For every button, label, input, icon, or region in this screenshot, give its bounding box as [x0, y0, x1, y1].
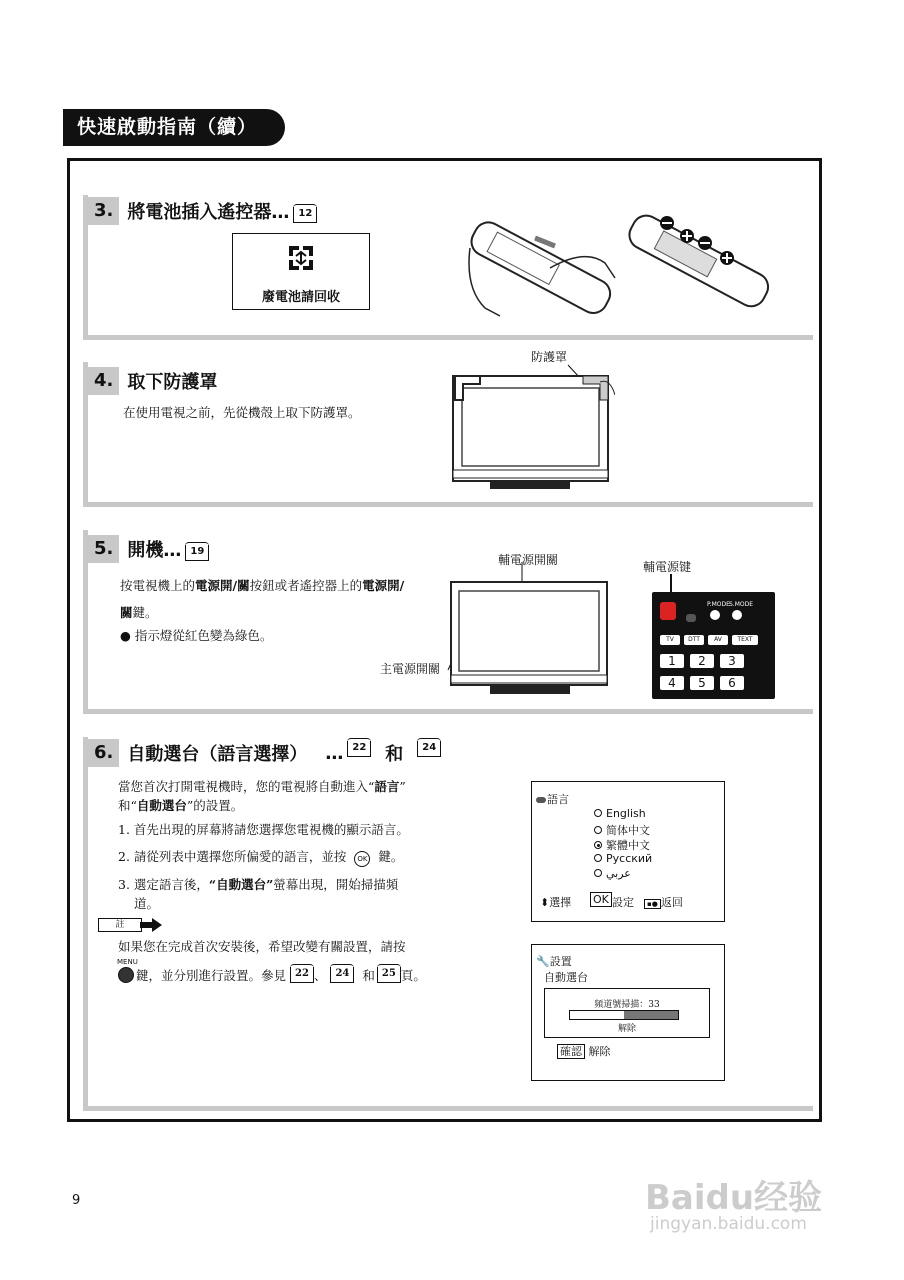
updown-icon: ⬍	[540, 896, 550, 909]
scan-panel	[544, 988, 710, 1038]
power-instruction-line2: 關鍵。	[120, 605, 158, 620]
smode-button[interactable]	[732, 610, 742, 620]
osd-language-screen	[531, 781, 725, 922]
language-option-traditional[interactable]: 繁體中文	[594, 837, 650, 853]
page-ref: 19	[185, 545, 209, 561]
step-number: 3.	[88, 197, 119, 225]
page-header-title: 快速啟動指南（續）	[63, 109, 285, 146]
section-title: 自動選台（語言選擇）	[127, 744, 308, 765]
step-number: 5.	[88, 535, 119, 563]
section-6: 6. 自動選台（語言選擇） … 22 和 24 當您首次打開電視機時，您的電視將自動進入“語言” 和“自動選台”的設置。 1. 首先出現的屏幕將請您選擇您電視機的顯示語言。 2. 請從列表中選擇您所偏愛的語言，並按 OK 鍵。 3. 選定語言後，“自動選台”螢幕出現，開始掃描頻 道。 註 如果您在完成首次安裝後，希望改變有關設置，請按 MENU 鍵，並分別進行設置。參見 22 、 24 和 25 頁。	[83, 737, 813, 1111]
radio-icon	[594, 826, 602, 834]
radio-icon	[594, 854, 602, 862]
osd-confirm: 確認 解除	[557, 1043, 611, 1059]
main-power-callout: 主電源開關	[380, 662, 441, 676]
osd-footer-back: ▪● 返回	[644, 894, 683, 910]
watermark-brand: Baidu经验	[645, 1178, 823, 1218]
osd-footer-select: ⬍選擇	[540, 896, 572, 909]
pmode-label: P.MODE	[707, 601, 730, 608]
scan-label: 頻道號掃描：33	[594, 1000, 660, 1010]
tv-power-illustration	[440, 562, 615, 702]
radio-selected-icon	[594, 841, 602, 849]
power-instruction-line1: 按電視機上的電源開/關按鈕或者遙控器上的電源開/	[120, 578, 405, 593]
radio-icon	[594, 869, 602, 877]
aux-power-callout: 輔電源開關	[498, 553, 559, 567]
section-title: 開機…	[127, 540, 182, 561]
number-key-3[interactable]: 3	[720, 654, 744, 668]
indicator-bullet: ● 指示燈從紅色變為綠色。	[120, 628, 273, 643]
osd-language-title: 語言	[536, 791, 569, 807]
language-option-simplified[interactable]: 简体中文	[594, 822, 650, 838]
arrow-icon	[140, 918, 162, 932]
page-number: 9	[72, 1193, 81, 1208]
osd-footer-ok: OK	[590, 893, 612, 906]
scan-progress-bar	[569, 1010, 679, 1020]
wrench-icon: 🔧	[536, 955, 550, 968]
page-ref: 22	[347, 741, 371, 757]
text-key[interactable]: TEXT	[732, 635, 758, 645]
step-1: 1. 首先出現的屏幕將請您選擇您電視機的顯示語言。	[118, 822, 409, 837]
language-option-russian[interactable]: Русский	[594, 852, 652, 865]
back-key-icon: ▪●	[644, 899, 661, 909]
number-key-6[interactable]: 6	[720, 676, 744, 690]
page-ref: 12	[293, 207, 317, 223]
number-key-5[interactable]: 5	[690, 676, 714, 690]
osd-setup-title: 🔧設置	[536, 955, 572, 968]
language-option-english[interactable]: English	[594, 807, 646, 820]
number-key-4[interactable]: 4	[660, 676, 684, 690]
menu-key-label: MENU	[117, 958, 138, 966]
scan-progress-fill	[624, 1011, 678, 1019]
number-key-1[interactable]: 1	[660, 654, 684, 668]
note-marker	[98, 918, 160, 932]
protector-callout: 防護罩	[531, 350, 568, 364]
osd-setup-screen	[531, 944, 725, 1081]
dtt-key[interactable]: DTT	[684, 635, 704, 645]
mute-button[interactable]	[686, 614, 696, 622]
scan-cancel[interactable]: 解除	[617, 1024, 636, 1034]
page-ref: 24	[417, 741, 441, 757]
tv-protector-illustration	[450, 360, 615, 495]
smode-label: S.MODE	[729, 601, 754, 608]
battery-insert-illustration	[455, 208, 775, 326]
menu-key-icon	[118, 967, 134, 983]
recycle-label: 廢電池請回收	[261, 290, 340, 305]
section-title: 將電池插入遙控器…	[127, 202, 290, 223]
ok-key-icon: OK	[354, 851, 370, 867]
note-line1: 如果您在完成首次安裝後，希望改變有關設置，請按	[118, 939, 406, 954]
remote-keypad	[652, 592, 775, 699]
radio-icon	[594, 809, 602, 817]
osd-footer-set: 設定	[612, 896, 634, 909]
note-line2: 鍵，並分別進行設置。參見 22 、 24 和 25 頁。	[118, 966, 426, 984]
step-number: 4.	[88, 367, 119, 395]
step-number: 6.	[88, 739, 119, 767]
step-3: 3. 選定語言後，“自動選台”螢幕出現，開始掃描頻 道。	[118, 877, 399, 911]
recycle-box	[232, 233, 370, 310]
intro-text: 當您首次打開電視機時，您的電視將自動進入“語言” 和“自動選台”的設置。	[118, 779, 406, 813]
language-option-arabic[interactable]: عربي	[594, 867, 631, 880]
number-key-2[interactable]: 2	[690, 654, 714, 668]
pmode-button[interactable]	[710, 610, 720, 620]
remote-power-callout: 輔電源键	[643, 560, 692, 574]
osd-setup-subtitle: 自動選台	[544, 971, 588, 984]
av-key[interactable]: AV	[708, 635, 728, 645]
step-2: 2. 請從列表中選擇您所偏愛的語言，並按 OK 鍵。	[118, 847, 403, 867]
section-title: 取下防護罩	[127, 372, 218, 393]
note-label: 註	[98, 918, 142, 932]
watermark-url: jingyan.baidu.com	[650, 1214, 807, 1234]
language-icon	[536, 797, 546, 803]
section-text: 在使用電視之前，先從機殼上取下防護罩。	[123, 405, 361, 420]
power-button[interactable]	[660, 602, 676, 620]
section-4	[83, 362, 813, 507]
recycle-icon	[283, 240, 319, 276]
tv-key[interactable]: TV	[660, 635, 680, 645]
